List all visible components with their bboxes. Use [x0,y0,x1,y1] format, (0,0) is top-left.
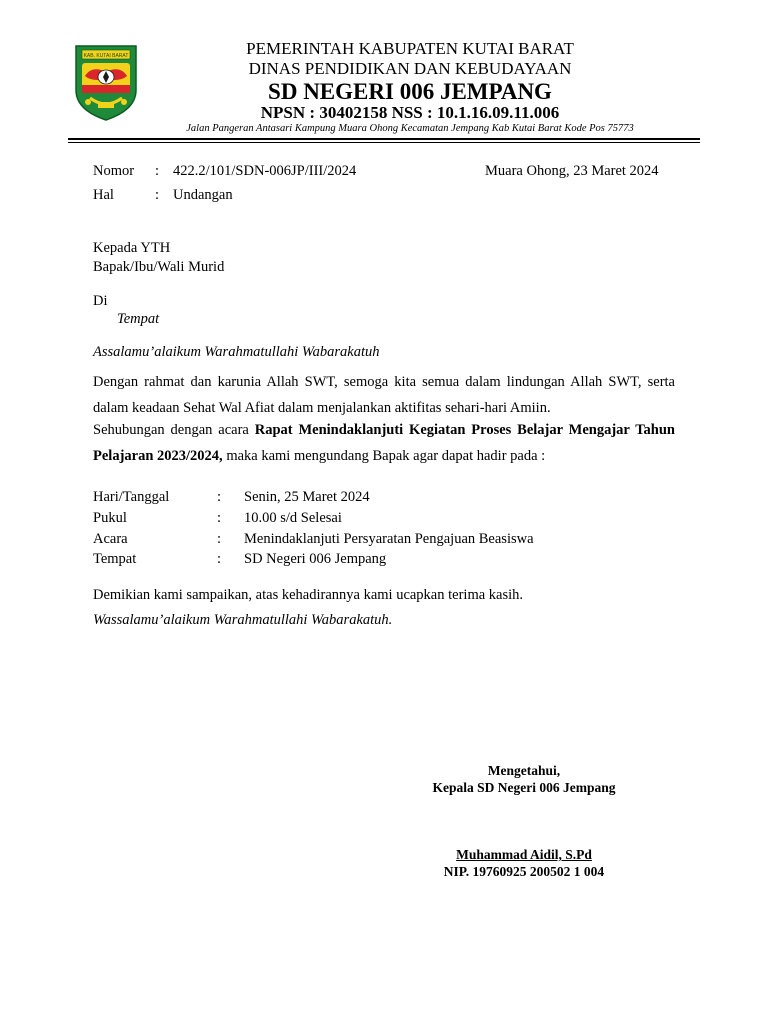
hal-label: Hal [93,187,114,203]
farewell: Wassalamu’alaikum Warahmatullahi Wabarakatuh. [93,612,393,628]
letterhead-divider-thick [68,138,700,140]
detail-colon-venue: : [217,551,222,567]
opening-paragraph: Dengan rahmat dan karunia Allah SWT, semoga kita semua dalam lindungan Allah SWT, serta dalam keadaan Sehat Wal Afiat dalam menjalankan aktifitas sehari-hari Amiin. [93,374,675,416]
letterhead-codes: NPSN : 30402158 NSS : 10.1.16.09.11.006 [260,103,560,122]
letterhead-department: DINAS PENDIDIKAN DAN KEBUDAYAAN [248,59,572,78]
letterhead-divider-thin [68,142,700,143]
letterhead-address: Jalan Pangeran Antasari Kampung Muara Ohong Kecamatan Jempang Kab Kutai Barat Kode Pos 75773 [186,123,634,134]
detail-colon-date: : [217,489,222,505]
invitation-text-pre: Sehubungan dengan acara [93,422,255,438]
nomor-colon: : [155,163,160,179]
signature-acknowledged: Mengetahui, [487,763,561,778]
greeting: Assalamu’alaikum Warahmatullahi Wabarakatuh [93,344,380,360]
recipient-di: Di [93,293,108,309]
detail-colon-time: : [217,510,222,526]
nomor-value: 422.2/101/SDN-006JP/III/2024 [173,163,357,179]
detail-colon-agenda: : [217,531,222,547]
logo-banner-text: KAB. KUTAI BARAT [83,53,129,59]
recipient-tempat: Tempat [117,311,160,327]
detail-value-venue: SD Negeri 006 Jempang [244,551,387,567]
recipient-line-2: Bapak/Ibu/Wali Murid [93,259,225,275]
detail-value-date: Senin, 25 Maret 2024 [244,489,370,505]
signature-name: Muhammad Aidil, S.Pd [456,847,592,862]
hal-value: Undangan [173,187,233,203]
signature-nip: NIP. 19760925 200502 1 004 [443,864,605,879]
letterhead-government: PEMERINTAH KABUPATEN KUTAI BARAT [246,39,574,58]
detail-label-venue: Tempat [93,551,137,567]
detail-label-agenda: Acara [93,531,128,547]
detail-value-time: 10.00 s/d Selesai [244,510,342,526]
detail-value-agenda: Menindaklanjuti Persyaratan Pengajuan Beasiswa [244,531,534,547]
invitation-text-post: maka kami mengundang Bapak agar dapat hadir pada : [222,448,546,464]
letterhead-school-name: SD NEGERI 006 JEMPANG [268,79,552,104]
invitation-paragraph [93,417,675,469]
closing-sentence: Demikian kami sampaikan, atas kehadirannya kami ucapkan terima kasih. [93,587,524,603]
detail-label-date: Hari/Tanggal [93,489,170,505]
recipient-line-1: Kepada YTH [93,240,171,256]
kutai-barat-emblem-logo [68,40,144,122]
detail-label-time: Pukul [93,510,127,526]
hal-colon: : [155,187,160,203]
signature-position: Kepala SD Negeri 006 Jempang [432,780,616,795]
place-date: Muara Ohong, 23 Maret 2024 [485,163,659,179]
nomor-label: Nomor [93,163,135,179]
invitation-event-name: Rapat Menindaklanjuti Kegiatan Proses Belajar Mengajar Tahun Pelajaran 2023/2024, [93,422,675,464]
